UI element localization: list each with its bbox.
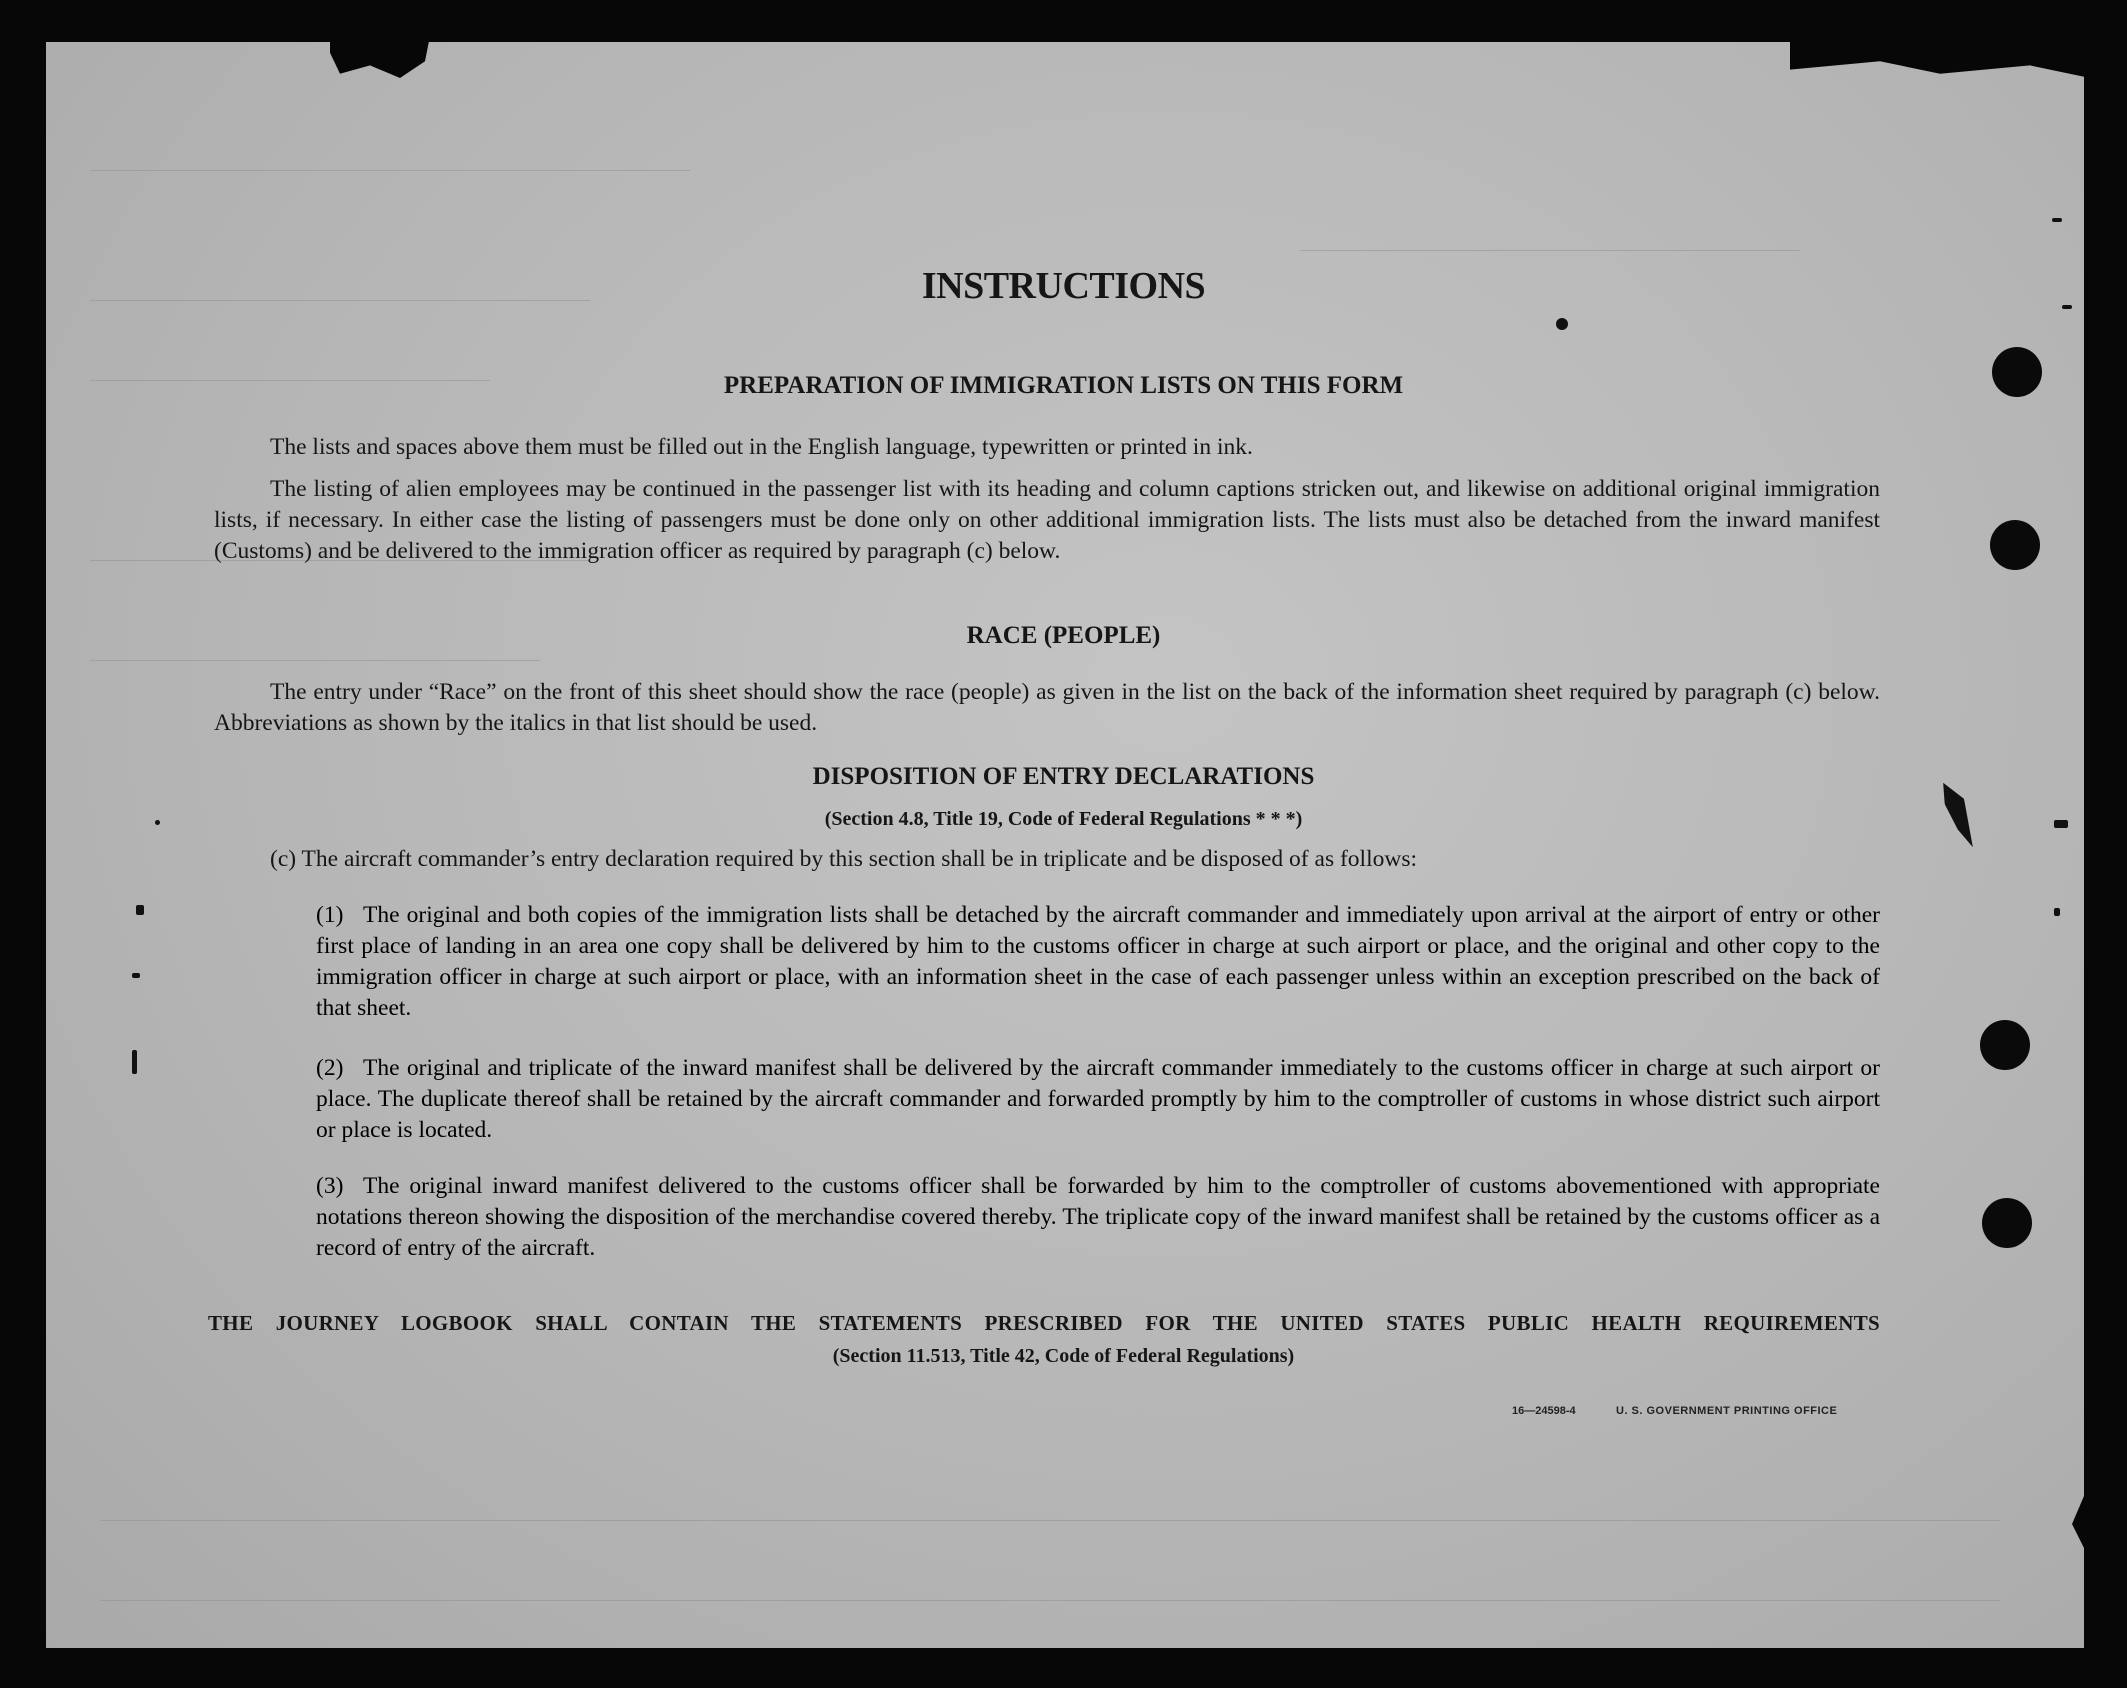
citation-title-19: (Section 4.8, Title 19, Code of Federal Regulations * * *): [824, 808, 1303, 830]
list-item: [0, 1171, 2127, 1265]
bleed-line: [100, 1600, 2000, 1601]
paragraph-text: The listing of alien employees may be continued in the passenger list with its heading and column captions stricken out, and likewise on additional original immigration lists, if necessary. In either case the listing of passengers must be done only on other additional immigration lists. The lists must also be detached from the inward manifest (Customs) and be delivered to the immigration officer as required by paragraph (c) below.: [214, 476, 1880, 564]
list-item-text: The original and both copies of the immigration lists shall be detached by the aircraft commander and immediately upon arrival at the airport of entry or other first place of landing in an area one copy shall be delivered by him to the customs officer in charge at such airport or place, and the original and other copy to the immigration officer in charge at such airport or place, with an information sheet in the case of each passenger unless within an exception prescribed on the back of that sheet.: [316, 902, 1880, 1021]
section-heading-race: RACE (PEOPLE): [966, 622, 1161, 649]
paragraph: [214, 474, 1880, 567]
paragraph-c-intro: (c) The aircraft commander’s entry declaration required by this section shall be in triplicate and be disposed of as follows:: [270, 846, 1417, 872]
bleed-line: [90, 660, 540, 661]
bleed-line: [90, 170, 690, 171]
section-heading-preparation: PREPARATION OF IMMIGRATION LISTS ON THIS FORM: [723, 372, 1404, 399]
paragraph: [214, 432, 1880, 463]
public-health-statement: THE JOURNEY LOGBOOK SHALL CONTAIN THE STATEMENTS PRESCRIBED FOR THE UNITED STATES PUBLIC HEALTH REQUIREMENTS: [208, 1311, 1880, 1335]
paragraph-text: The lists and spaces above them must be filled out in the English language, typewritten or printed in ink.: [270, 434, 1253, 460]
printer-imprint: U. S. GOVERNMENT PRINTING OFFICE: [1616, 1405, 1838, 1417]
list-item: [0, 1053, 2127, 1147]
list-item-number: (3): [316, 1173, 344, 1199]
ink-speck: [1556, 318, 1568, 330]
page-title: INSTRUCTIONS: [921, 265, 1206, 307]
section-heading-disposition: DISPOSITION OF ENTRY DECLARATIONS: [812, 763, 1315, 790]
paragraph-text: The entry under “Race” on the front of this sheet should show the race (people) as given in the list on the back of the information sheet required by paragraph (c) below. Abbreviations as shown by the italics in that list should be used.: [214, 679, 1880, 736]
form-print-code: 16—24598-4: [1512, 1405, 1576, 1417]
list-item-number: (2): [316, 1055, 344, 1081]
bleed-line: [100, 1520, 2000, 1521]
citation-title-42: (Section 11.513, Title 42, Code of Federal Regulations): [832, 1345, 1295, 1367]
list-item-text: The original and triplicate of the inward manifest shall be delivered by the aircraft commander immediately to the customs officer in charge at such airport or place. The duplicate thereof shall be retained by the aircraft commander and forwarded promptly by him to the comptroller of customs in whose district such airport or place is located.: [316, 1055, 1880, 1143]
paragraph: [214, 677, 1880, 739]
ink-speck: [2052, 218, 2062, 222]
list-item: [0, 900, 2127, 1021]
list-item-number: (1): [316, 902, 344, 928]
punch-hole: [1990, 520, 2040, 570]
list-item-text: The original inward manifest delivered to the customs officer shall be forwarded by him to the comptroller of customs abovementioned with appropriate notations thereon showing the disposition of the merchandise covered thereby. The triplicate copy of the inward manifest shall be retained by the customs officer as a record of entry of the aircraft.: [316, 1173, 1880, 1261]
bleed-line: [1300, 250, 1800, 251]
